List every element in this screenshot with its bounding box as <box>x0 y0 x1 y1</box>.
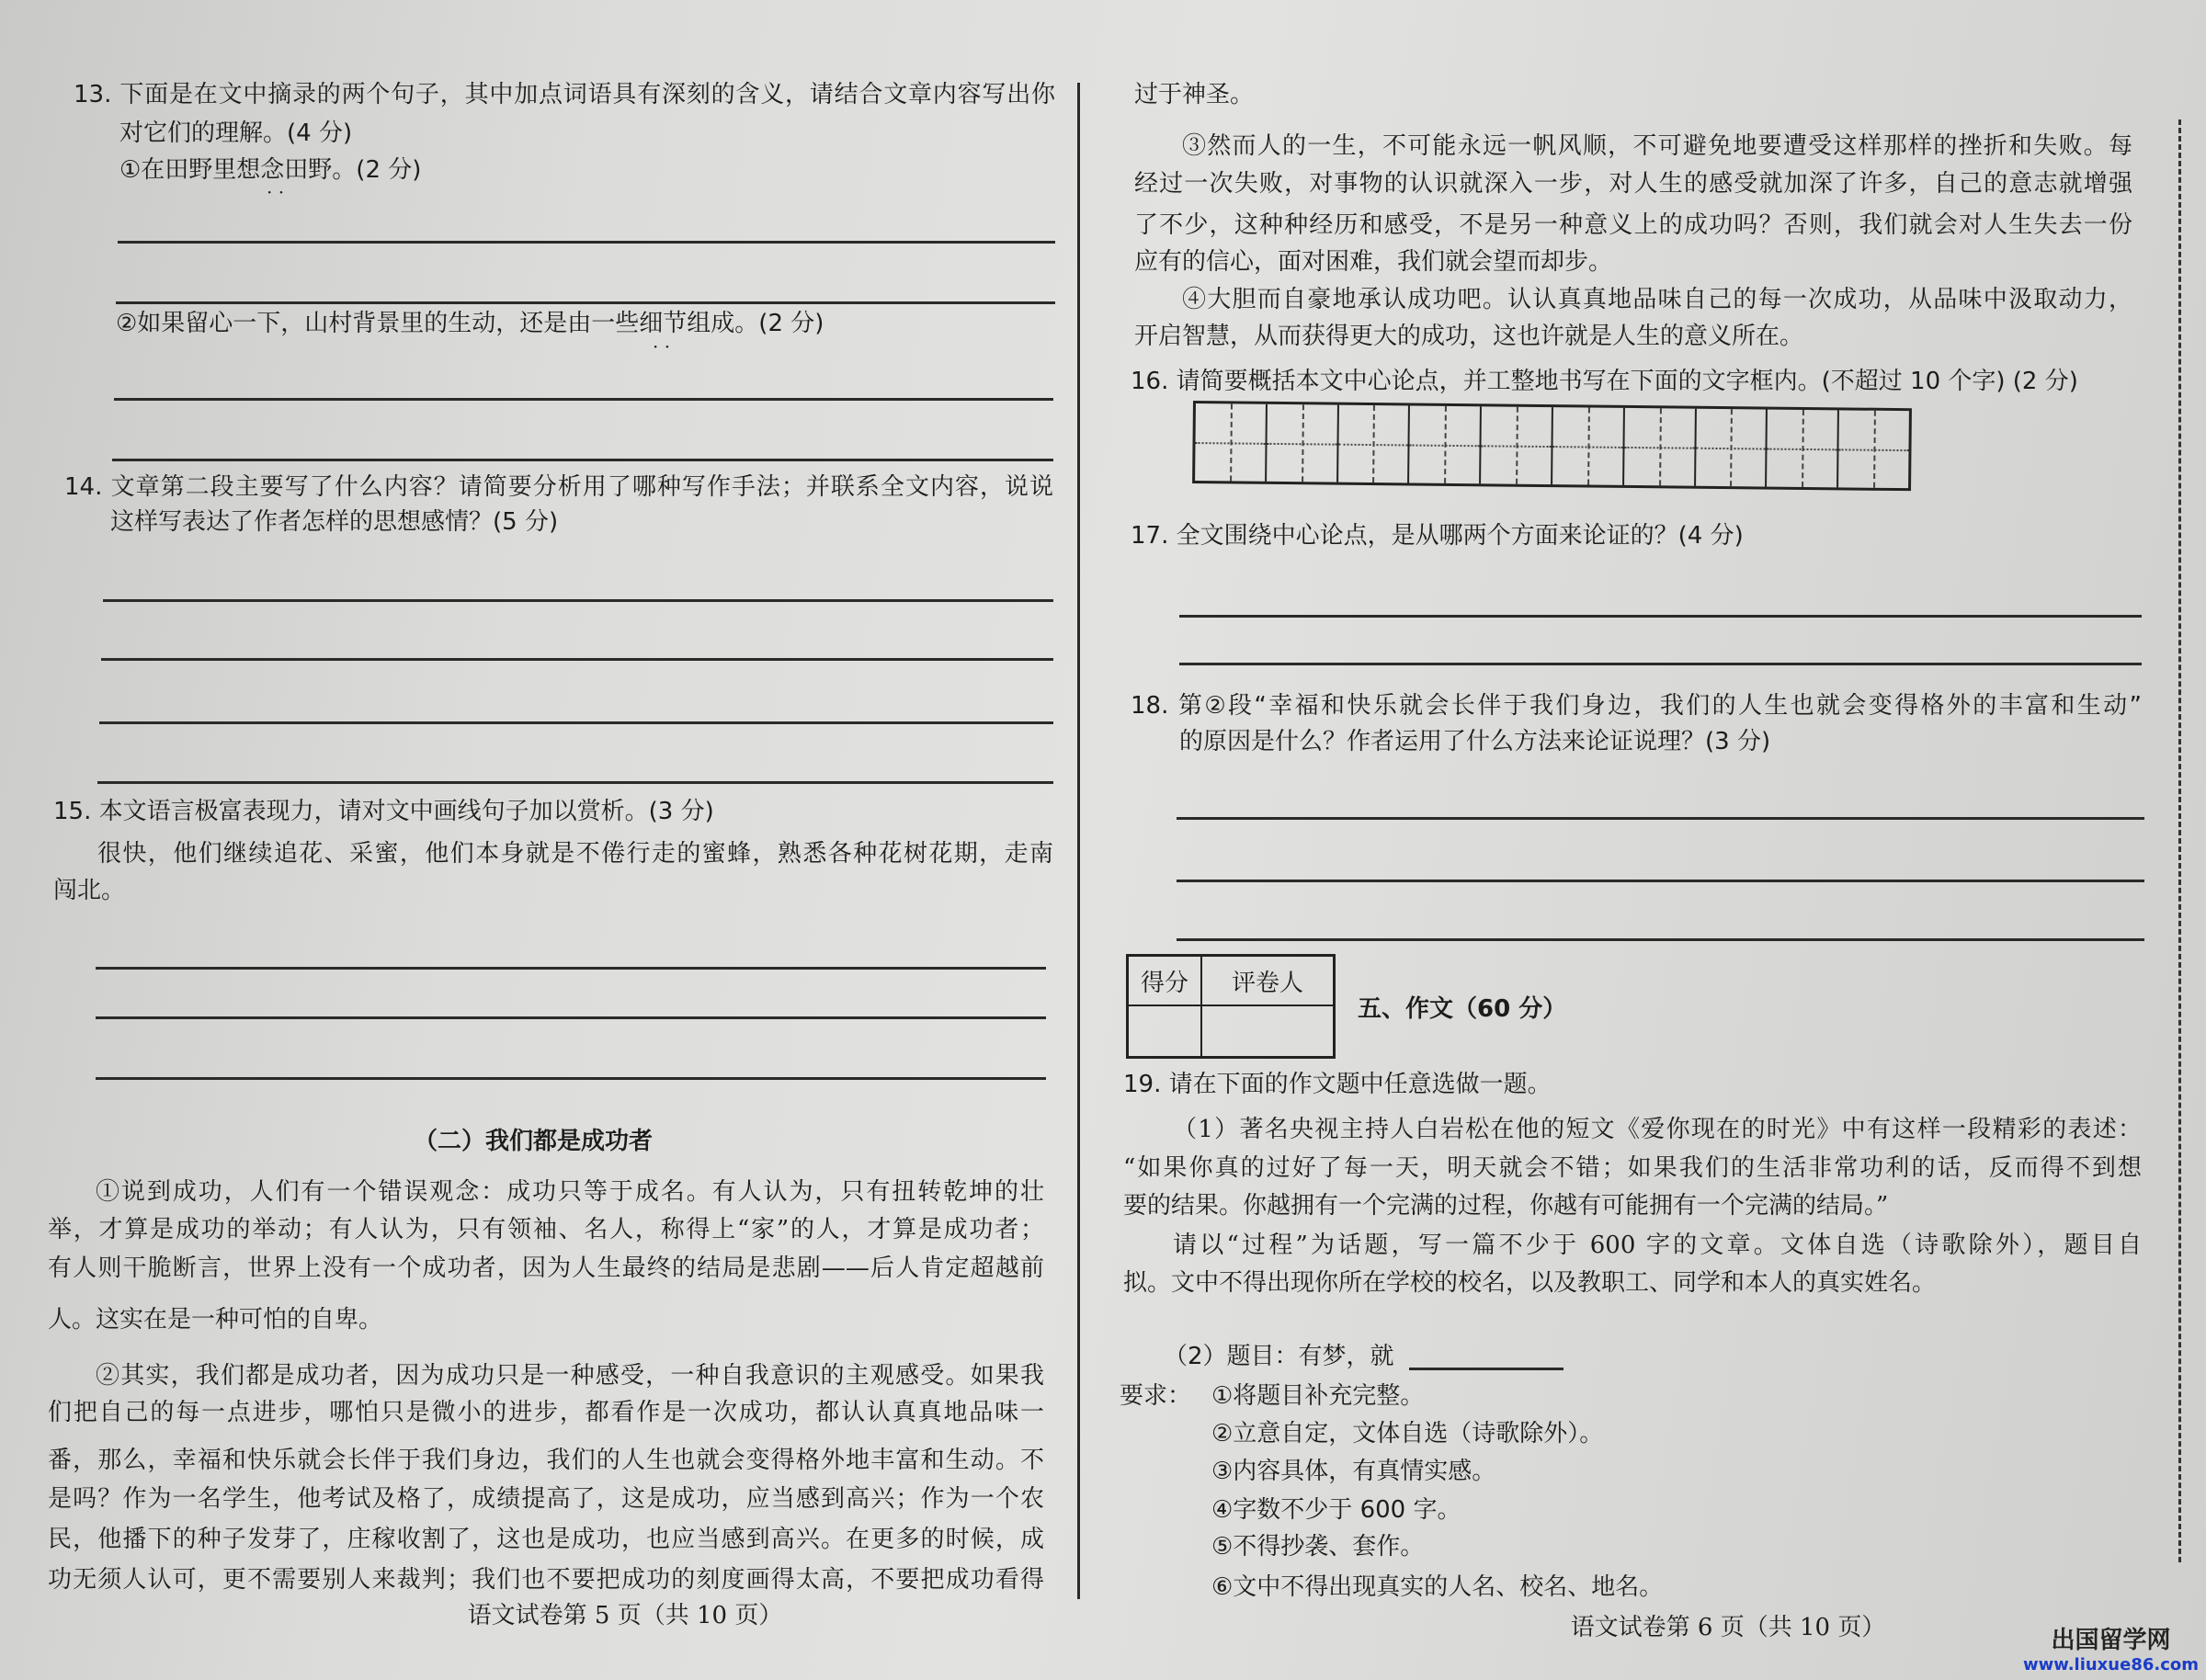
passage-line: 人。这实在是一种可怕的自卑。 <box>48 1306 383 1334</box>
question-13-sub1: ①在田野里想念田野。(2 分) <box>119 156 422 184</box>
answer-character-grid[interactable] <box>1192 401 1912 491</box>
watermark-name: 出国留学网 <box>2051 1627 2171 1654</box>
passage-line: 番，那么，幸福和快乐就会长伴于我们身边，我们的人生也就会变得格外地丰富和生动。不 <box>48 1447 1044 1474</box>
question-17-text: 17. 全文围绕中心论点，是从哪两个方面来论证的？(4 分) <box>1131 522 1744 550</box>
watermark-logo <box>2023 1621 2199 1674</box>
grader-cell[interactable] <box>1202 1006 1333 1056</box>
requirement-item: ①将题目补充完整。 <box>1211 1382 1425 1410</box>
grid-cell[interactable] <box>1767 410 1839 488</box>
passage-line: 功无须人认可，更不需要别人来裁判；我们也不要把成功的刻度画得太高，不要把成功看得 <box>48 1566 1044 1594</box>
answer-line[interactable] <box>112 459 1053 461</box>
passage-line: 开启智慧，从而获得更大的成功，这也许就是人生的意义所在。 <box>1134 323 1804 350</box>
binding-cut-line <box>2178 119 2181 1562</box>
requirement-item: ②立意自定，文体自选（诗歌除外）。 <box>1211 1420 1604 1447</box>
answer-line[interactable] <box>1177 938 2144 941</box>
grid-cell[interactable] <box>1624 408 1697 486</box>
grid-cell[interactable] <box>1267 404 1339 482</box>
essay-option-1: （1）著名央视主持人白岩松在他的短文《爱你现在的时光》中有这样一段精彩的表述： <box>1173 1116 2142 1143</box>
essay-option-1-task: 请以“过程”为话题，写一篇不少于 600 字的文章。文体自选（诗歌除外），题目自 <box>1173 1232 2142 1259</box>
grid-cell[interactable] <box>1409 405 1482 483</box>
passage-line: 是吗？作为一名学生，他考试及格了，成绩提高了，这是成功，应当感到高兴；作为一个农 <box>48 1485 1044 1513</box>
grid-cell[interactable] <box>1696 409 1768 487</box>
title-blank[interactable] <box>1409 1368 1564 1370</box>
passage-line: 有人则干脆断言，世界上没有一个成功者，因为人生最终的结局是悲剧——后人肯定超越前 <box>48 1254 1044 1282</box>
grid-cell[interactable] <box>1481 406 1553 484</box>
score-header: 得分 <box>1129 957 1202 1006</box>
passage-line: 过于神圣。 <box>1134 81 1255 108</box>
question-19-text: 19. 请在下面的作文题中任意选做一题。 <box>1123 1071 1552 1098</box>
question-13-text-cont: 对它们的理解。(4 分) <box>119 119 353 147</box>
requirements-label: 要求： <box>1120 1382 1192 1410</box>
question-18-text-cont: 的原因是什么？作者运用了什么方法来论证说理？(3 分) <box>1179 728 1771 755</box>
requirement-item: ⑤不得抄袭、套作。 <box>1211 1533 1425 1561</box>
answer-line[interactable] <box>101 658 1053 661</box>
answer-line[interactable] <box>114 398 1053 401</box>
question-14-text-cont: 这样写表达了作者怎样的思想感情？(5 分) <box>110 508 559 536</box>
passage-line: 应有的信心，面对困难，我们就会望而却步。 <box>1134 248 1613 276</box>
requirement-item: ⑥文中不得出现真实的人名、校名、地名。 <box>1211 1573 1664 1601</box>
question-15-quote: 很快，他们继续追花、采蜜，他们本身就是不倦行走的蜜蜂，熟悉各种花树花期，走南 <box>97 840 1053 868</box>
grader-header: 评卷人 <box>1202 957 1333 1006</box>
question-13-sub2: ②如果留心一下，山村背景里的生动，还是由一些细节组成。(2 分) <box>116 310 824 337</box>
passage-line: ④大胆而自豪地承认成功吧。认认真真地品味自己的每一次成功，从品味中汲取动力， <box>1182 286 2132 313</box>
essay-option-1: 要的结果。你越拥有一个完满的过程，你越有可能拥有一个完满的结局。” <box>1123 1192 1889 1220</box>
grid-cell[interactable] <box>1838 410 1909 488</box>
passage-line: 了不少，这种种经历和感受，不是另一种意义上的成功吗？否则，我们就会对人生失去一份 <box>1134 211 2132 239</box>
section-5-title: 五、作文（60 分） <box>1358 995 1567 1023</box>
emphasis-dots: · · <box>267 181 285 203</box>
grid-cell[interactable] <box>1552 407 1625 485</box>
page-divider <box>1077 83 1080 1599</box>
answer-line[interactable] <box>1179 663 2142 665</box>
page-footer: 语文试卷第 6 页（共 10 页） <box>1570 1614 1886 1641</box>
passage-line: ②其实，我们都是成功者，因为成功只是一种感受，一种自我意识的主观感受。如果我 <box>96 1362 1044 1390</box>
answer-line[interactable] <box>99 721 1053 724</box>
answer-line[interactable] <box>96 967 1046 970</box>
answer-line[interactable] <box>97 781 1053 784</box>
passage-line: 们把自己的每一点进步，哪怕只是微小的进步，都看作是一次成功，都认认真真地品味一 <box>48 1399 1044 1426</box>
answer-line[interactable] <box>1177 880 2144 882</box>
essay-option-1: “如果你真的过好了每一天，明天就会不错；如果我们的生活非常功利的话，反而得不到想 <box>1123 1154 2142 1182</box>
passage-line: 经过一次失败，对事物的认识就深入一步，对人生的感受就加深了许多，自己的意志就增强 <box>1134 170 2132 198</box>
passage-line: 举，才算是成功的举动；有人认为，只有领袖、名人，称得上“家”的人，才算是成功者； <box>48 1216 1044 1243</box>
answer-line[interactable] <box>96 1077 1046 1080</box>
essay-option-2: （2）题目：有梦，就 <box>1164 1343 1394 1370</box>
passage-line: ③然而人的一生，不可能永远一帆风顺，不可避免地要遭受这样那样的挫折和失败。每 <box>1182 132 2132 160</box>
watermark-url: www.liuxue86.com <box>2022 1655 2199 1674</box>
requirement-item: ④字数不少于 600 字。 <box>1211 1496 1461 1524</box>
section-title: （二）我们都是成功者 <box>414 1128 654 1155</box>
score-cell[interactable] <box>1129 1006 1202 1056</box>
answer-line[interactable] <box>116 301 1055 304</box>
requirement-item: ③内容具体，有真情实感。 <box>1211 1458 1496 1485</box>
answer-line[interactable] <box>96 1016 1046 1019</box>
answer-line[interactable] <box>118 241 1055 244</box>
score-table <box>1126 954 1336 1059</box>
passage-line: 民，他播下的种子发芽了，庄稼收割了，这也是成功，也应当感到高兴。在更多的时候，成 <box>48 1526 1044 1553</box>
page-footer: 语文试卷第 5 页（共 10 页） <box>467 1602 783 1629</box>
answer-line[interactable] <box>1177 817 2144 820</box>
passage-line: ①说到成功，人们有一个错误观念：成功只等于成名。有人认为，只有扭转乾坤的壮 <box>96 1178 1044 1206</box>
question-15-text: 15. 本文语言极富表现力，请对文中画线句子加以赏析。(3 分) <box>53 798 714 825</box>
question-13-text: 13. 下面是在文中摘录的两个句子，其中加点词语具有深刻的含义，请结合文章内容写出你 <box>74 81 1055 108</box>
question-15-quote-cont: 闯北。 <box>53 877 126 904</box>
grid-cell[interactable] <box>1338 405 1411 483</box>
emphasis-dots: · · <box>653 335 671 358</box>
question-16-text: 16. 请简要概括本文中心论点，并工整地书写在下面的文字框内。(不超过 10 个字) (2 分) <box>1131 368 2078 395</box>
answer-line[interactable] <box>103 599 1053 602</box>
grid-cell[interactable] <box>1195 403 1268 482</box>
question-14-text: 14. 文章第二段主要写了什么内容？请简要分析用了哪种写作手法；并联系全文内容，说说 <box>64 473 1053 501</box>
question-18-text: 18. 第②段“幸福和快乐就会长伴于我们身边，我们的人生也就会变得格外的丰富和生动” <box>1131 692 2142 720</box>
answer-line[interactable] <box>1179 615 2142 618</box>
essay-option-1-task: 拟。文中不得出现你所在学校的校名，以及教职工、同学和本人的真实姓名。 <box>1123 1269 1937 1297</box>
